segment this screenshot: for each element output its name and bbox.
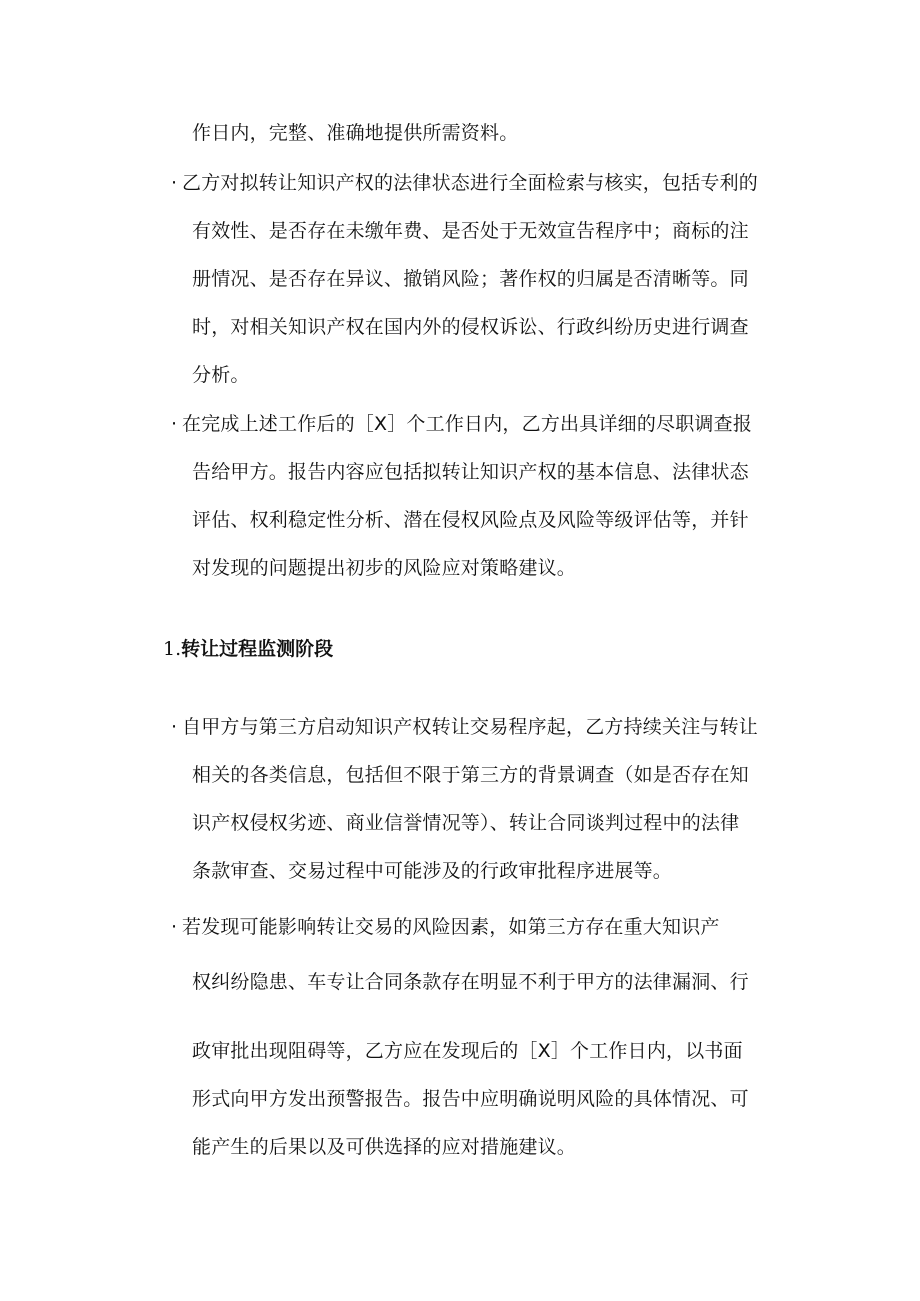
paragraph-line: 分析。 [192,364,250,386]
paragraph-line: 有效性、是否存在未缴年费、是否处于无效宣告程序中；商标的注 [192,220,749,242]
bullet-marker: · [171,916,178,938]
bullet-item-due-diligence-report [171,412,752,436]
paragraph-line: 能产生的后果以及可供选择的应对措施建议。 [192,1136,577,1158]
bullet-item-legal-status [171,171,758,195]
paragraph-line: 条款审查、交易过程中可能涉及的行政审批程序进展等。 [192,860,673,882]
paragraph-line: 在完成上述工作后的［X］个工作日内，乙方出具详细的尽职调查报 [182,413,753,435]
bullet-marker: · [171,716,178,738]
bullet-marker: · [171,413,178,435]
paragraph-line: 形式向甲方发出预警报告。报告中应明确说明风险的具体情况、可 [192,1088,749,1110]
paragraph-line: 作日内，完整、准确地提供所需资料。 [192,122,519,144]
section-heading [163,637,333,661]
paragraph-line: 相关的各类信息，包括但不限于第三方的背景调查（如是否存在知 [192,764,749,786]
paragraph-line: 时，对相关知识产权在国内外的侵权诉讼、行政纠纷历史进行调查 [192,316,749,338]
paragraph-line: 自甲方与第三方启动知识产权转让交易程序起，乙方持续关注与转让 [182,716,759,738]
paragraph-line: 评估、权利稳定性分析、潜在侵权风险点及风险等级评估等，并针 [192,509,749,531]
section-number: 1. [163,638,182,660]
paragraph-line: 政审批出现阻碍等，乙方应在发现后的［X］个工作日内，以书面 [192,1040,743,1062]
paragraph-line: 权纠纷隐患、车专让合同条款存在明显不利于甲方的法律漏洞、行 [192,971,749,993]
paragraph-line: 识产权侵权劣迹、商业信誉情况等）、转让合同谈判过程中的法律 [192,812,740,834]
paragraph-line: 对发现的问题提出初步的风险应对策略建议。 [192,557,577,579]
section-title: 转让过程监测阶段 [181,638,334,660]
paragraph-line: 若发现可能影响转让交易的风险因素，如第三方存在重大知识产 [182,916,720,938]
paragraph-line: 告给甲方。报告内容应包括拟转让知识产权的基本信息、法律状态 [192,461,749,483]
bullet-item-risk-warning [171,915,720,939]
bullet-item-monitoring [171,715,758,739]
bullet-marker: · [171,172,178,194]
paragraph-line: 乙方对拟转让知识产权的法律状态进行全面检索与核实，包括专利的 [182,172,759,194]
paragraph-line: 册情况、是否存在异议、撤销风险；著作权的归属是否清晰等。同 [192,268,749,290]
